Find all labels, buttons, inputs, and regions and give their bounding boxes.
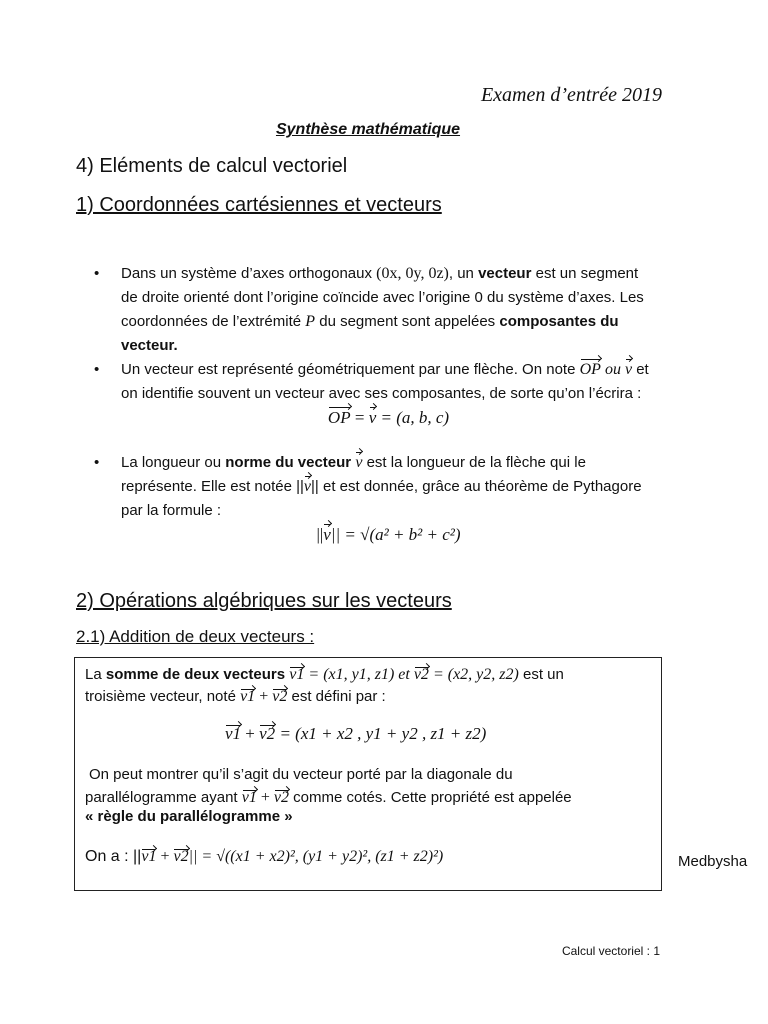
subsection-heading: 2.1) Addition de deux vecteurs :: [76, 627, 315, 646]
bullet-dot: •: [94, 454, 100, 471]
box-line-parallelogram: parallélogramme ayant v1 + v2 comme cotés. Cette propriété est appelée: [85, 789, 572, 806]
chapter-heading: 4) Eléments de calcul vectoriel: [76, 155, 348, 177]
section-1-heading: 1) Coordonnées cartésiennes et vecteurs: [76, 194, 442, 216]
equation-norm: ||v|| = √(a² + b² + c²): [121, 523, 656, 547]
bullet-dot: •: [94, 361, 100, 378]
section-2-heading: 2) Opérations algébriques sur les vecteurs: [76, 590, 452, 612]
bullet-vector-representation: [96, 358, 656, 430]
bullet-vector-definition: [96, 262, 656, 358]
box-line-rule-name: « règle du parallélogramme »: [85, 808, 293, 825]
box-line-sum-definition: La somme de deux vecteurs v1 = (x1, y1, z1) et v2 = (x2, y2, z2) est un: [85, 666, 564, 683]
bullet-vector-norm: [96, 451, 656, 547]
bullet-text: Dans un système d’axes orthogonaux (0x, 0y, 0z), un vecteur est un segment de droite orienté dont l’origine coïncide avec l’origine 0 du système d’axes. Les coordonnées de l’extrémité P du segment sont appelées composantes du vecteur.: [121, 265, 644, 354]
bullet-dot: •: [94, 265, 100, 282]
equation-op-components: OP = v = (a, b, c): [121, 406, 656, 430]
exam-header: Examen d’entrée 2019: [480, 84, 662, 106]
equation-vector-sum: v1 + v2 = (x1 + x2 , y1 + y2 , z1 + z2): [225, 724, 487, 743]
document-title: Synthèse mathématique: [275, 121, 461, 138]
equation-sum-norm: On a : ||v1 + v2|| = √((x1 + x2)², (y1 + y2)², (z1 + z2)²): [85, 848, 444, 865]
definition-box: [74, 657, 662, 891]
box-line-third-vector: troisième vecteur, noté v1 + v2 est défini par :: [85, 688, 386, 705]
bullet-text: La longueur ou norme du vecteur v est la longueur de la flèche qui le représente. Elle est notée ||v|| et est donnée, grâce au théorème de Pythagore par la formule :: [121, 451, 656, 523]
page-footer: Calcul vectoriel : 1: [561, 944, 660, 958]
watermark-label: Medbysha: [678, 853, 748, 870]
bullet-text: Un vecteur est représenté géométriquement par une flèche. On note OP ou v et on identifie souvent un vecteur avec ses composantes, de sorte qu’on l’écrira :: [121, 358, 656, 406]
box-line-diagonal: On peut montrer qu’il s’agit du vecteur porté par la diagonale du: [89, 766, 513, 783]
